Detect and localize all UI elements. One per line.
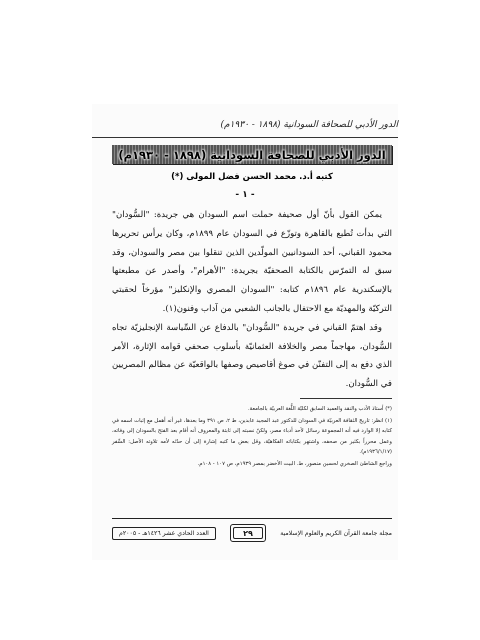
footer-divider — [112, 518, 392, 519]
running-header: الدور الأدبي للصحافة السودانية (١٨٩٨ - ١٩٣٠م) — [220, 120, 398, 130]
body-paragraph: وقد اهتمّ القباني في جريدة "السُّودان" بالدفاع عن السِّياسة الإنجليزيّة تجاه السُّودان، مهاجماً مصر والخلافة العثمانيّة بأسلوب صحفي قوامه الإثارة، الأمر الذي دفع به إلى التفنّن في صوغ أقاصيص وصفها بالواقعيّة عن مظالم المصريين في السُّودان. — [112, 322, 392, 390]
issue-label: العدد الحادي عشر ١٤٢٦هـ - ٢٠٠٥م — [112, 527, 216, 540]
footnote-divider — [300, 398, 392, 399]
footnote: وراجع الشاطئ الصخري لحسين منصور، ط. البيت الأخضر بمصر ١٩٣٩م، ص ١٠٧ - ١٠٨م. — [197, 460, 392, 467]
article-body — [112, 206, 392, 394]
article-title: الدور الأدبي للصحافة السودانية (١٨٩٨ - ١٩٣٠م) — [118, 147, 386, 162]
journal-name: مجلة جامعة القرآن الكريم والعلوم الإسلامية — [280, 529, 392, 537]
page-footer — [112, 522, 392, 544]
body-paragraph: يمكن القول بأنّ أول صحيفة حملت اسم السودان هي جريدة: "السُّودان" التي بدأت تُطبع بالقاهرة وتوزّع في السودان عام ١٨٩٩م، وكان يرأس تحريرها محمود القباني، أحد السودانيين المولّدين الذين تنقلوا بين مصر والسودان، وقد سبق له التمرّس بالكتابة الصحفيّة بجريدة: "الأهرام"، وأصدر عن مطبعتها بالإسكندرية عام ١٨٩٦م كتابه: "السودان المصري والإنكليز" مؤرخاً لحقبتي التركيّة والمهديّة مع الاحتفال بالجانب الشعبي من آداب وفنون(١). — [112, 210, 392, 314]
page-number-badge — [230, 524, 266, 542]
title-banner — [112, 145, 392, 164]
footnote: (١) انظر: تاريخ الثقافة العربيّة في السودان للدكتور عبد المجيد عابدين، ط ٢، ص ٣٩١ وما بعدها، غير أنه أهمل مع إثبات اسمه في كتابه إلا الوارد فيه أنه المجموعة رسائل لأحد أدباء مصر، ولكنّ نسبته إلى ثابتة والمعروف أنه أقام بعد الفتح بالسودان إلى وفاته، وعمل محرراً بكثير من صحفه، واشتهر بكتاباته الفكاهيّة، وقل بعض ما كتبه إشارة إلى أن حدّثه لأمه تلاوته الأصل: السِّفر (١٩٣٦/١/١٧م). — [112, 417, 393, 455]
author-line: كتبه أ.د. محمد الحسن فضل المولى (*) — [171, 172, 333, 182]
section-number: - ١ - — [235, 190, 255, 200]
header-divider — [92, 137, 398, 138]
footnote: (*) أستاذ الأدب والنقد والعميد السابق لكليّة اللُّغة العربيّة بالجامعة. — [247, 406, 392, 412]
page-number: ٢٩ — [243, 528, 253, 538]
footnotes — [112, 404, 392, 470]
